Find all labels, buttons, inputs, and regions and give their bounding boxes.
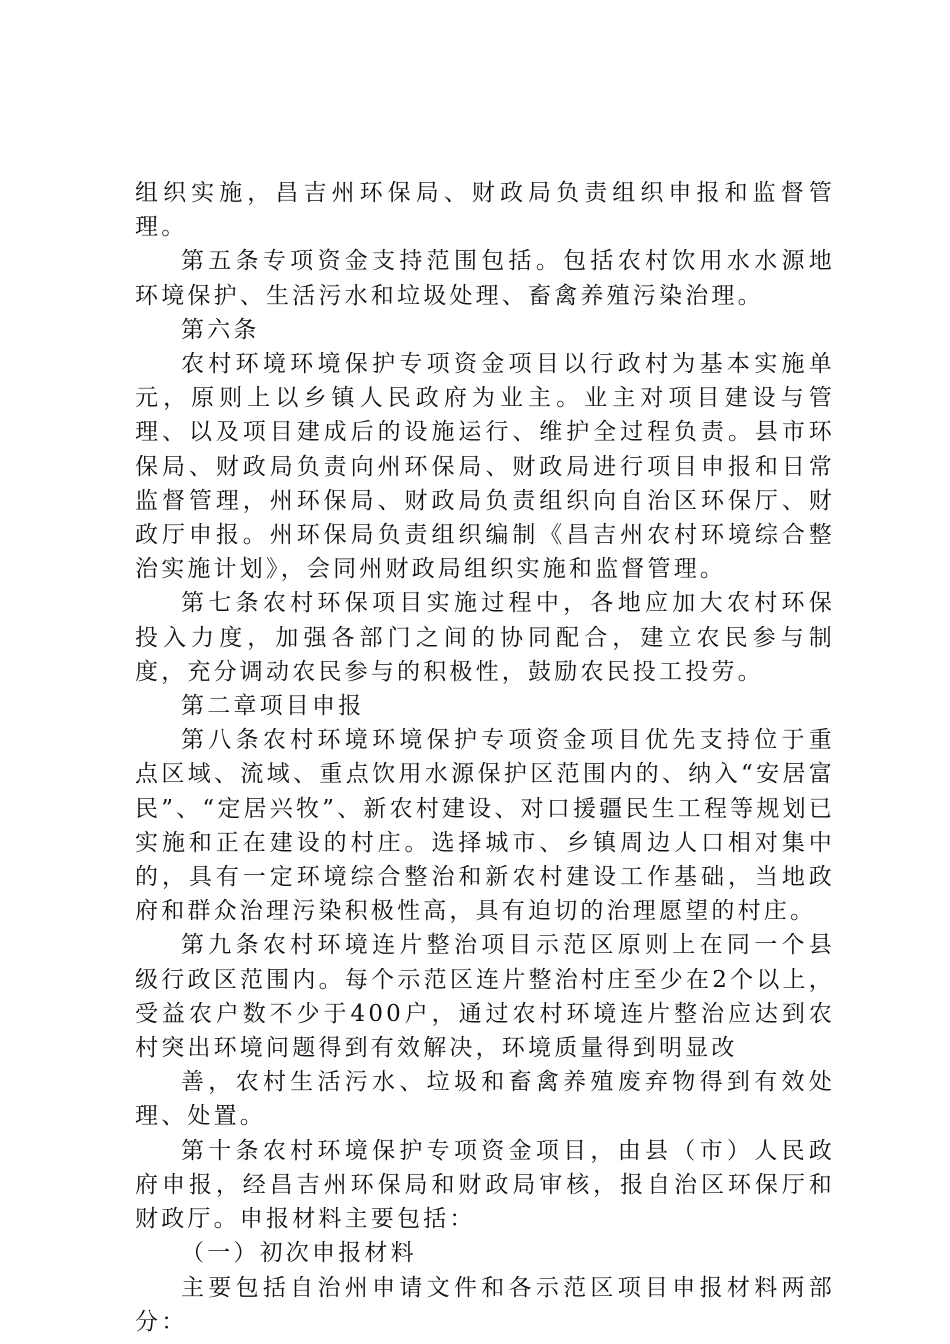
paragraph-article-5: 第五条专项资金支持范围包括。包括农村饮用水水源地环境保护、生活污水和垃圾处理、畜禽养殖污染治理。: [135, 248, 835, 309]
paragraph-article-8: 第八条农村环境环境保护专项资金项目优先支持位于重点区域、流域、重点饮用水源保护区范围内的、纳入“安居富民”、“定居兴牧”、新农村建设、对口援疆民生工程等规划已实施和正在建设的村庄。选择城市、乡镇周边人口相对集中的，具有一定环境综合整治和新农村建设工作基础，当地政府和群众治理污染积极性高，具有迫切的治理愿望的村庄。: [135, 727, 835, 925]
paragraph-continued: 组织实施，昌吉州环保局、财政局负责组织申报和监督管理。: [135, 180, 835, 241]
paragraph-article-9: 第九条农村环境连片整治项目示范区原则上在同一个县级行政区范围内。每个示范区连片整治村庄至少在2个以上，受益农户数不少于400户，通过农村环境连片整治应达到农村突出环境问题得到有效解决，环境质量得到明显改: [135, 932, 835, 1062]
article-6-heading: 第六条: [181, 316, 260, 343]
paragraph-article-6: 农村环境环境保护专项资金项目以行政村为基本实施单元，原则上以乡镇人民政府为业主。业主对项目建设与管理、以及项目建成后的设施运行、维护全过程负责。县市环保局、财政局负责向州环保局、财政局进行项目申报和日常监督管理，州环保局、财政局负责组织向自治区环保厅、财政厅申报。州环保局负责组织编制《昌吉州农村环境综合整治实施计划》，会同州财政局组织实施和监督管理。: [135, 351, 835, 583]
paragraph-materials: 主要包括自治州申请文件和各示范区项目申报材料两部分：: [135, 1274, 835, 1335]
paragraph-article-10: 第十条农村环境保护专项资金项目，由县（市）人民政府申报，经昌吉州环保局和财政局审核，报自治区环保厅和财政厅。申报材料主要包括：: [135, 1137, 835, 1233]
chapter-2-heading: 第二章项目申报: [181, 693, 365, 720]
section-1-heading: （一）初次申报材料: [181, 1240, 417, 1267]
paragraph-article-9-continued: 善，农村生活污水、垃圾和畜禽养殖废弃物得到有效处理、处置。: [135, 1069, 835, 1130]
document-body: [135, 176, 835, 1339]
paragraph-article-7: 第七条农村环保项目实施过程中，各地应加大农村环保投入力度，加强各部门之间的协同配合，建立农民参与制度，充分调动农民参与的积极性，鼓励农民投工投劳。: [135, 590, 835, 685]
